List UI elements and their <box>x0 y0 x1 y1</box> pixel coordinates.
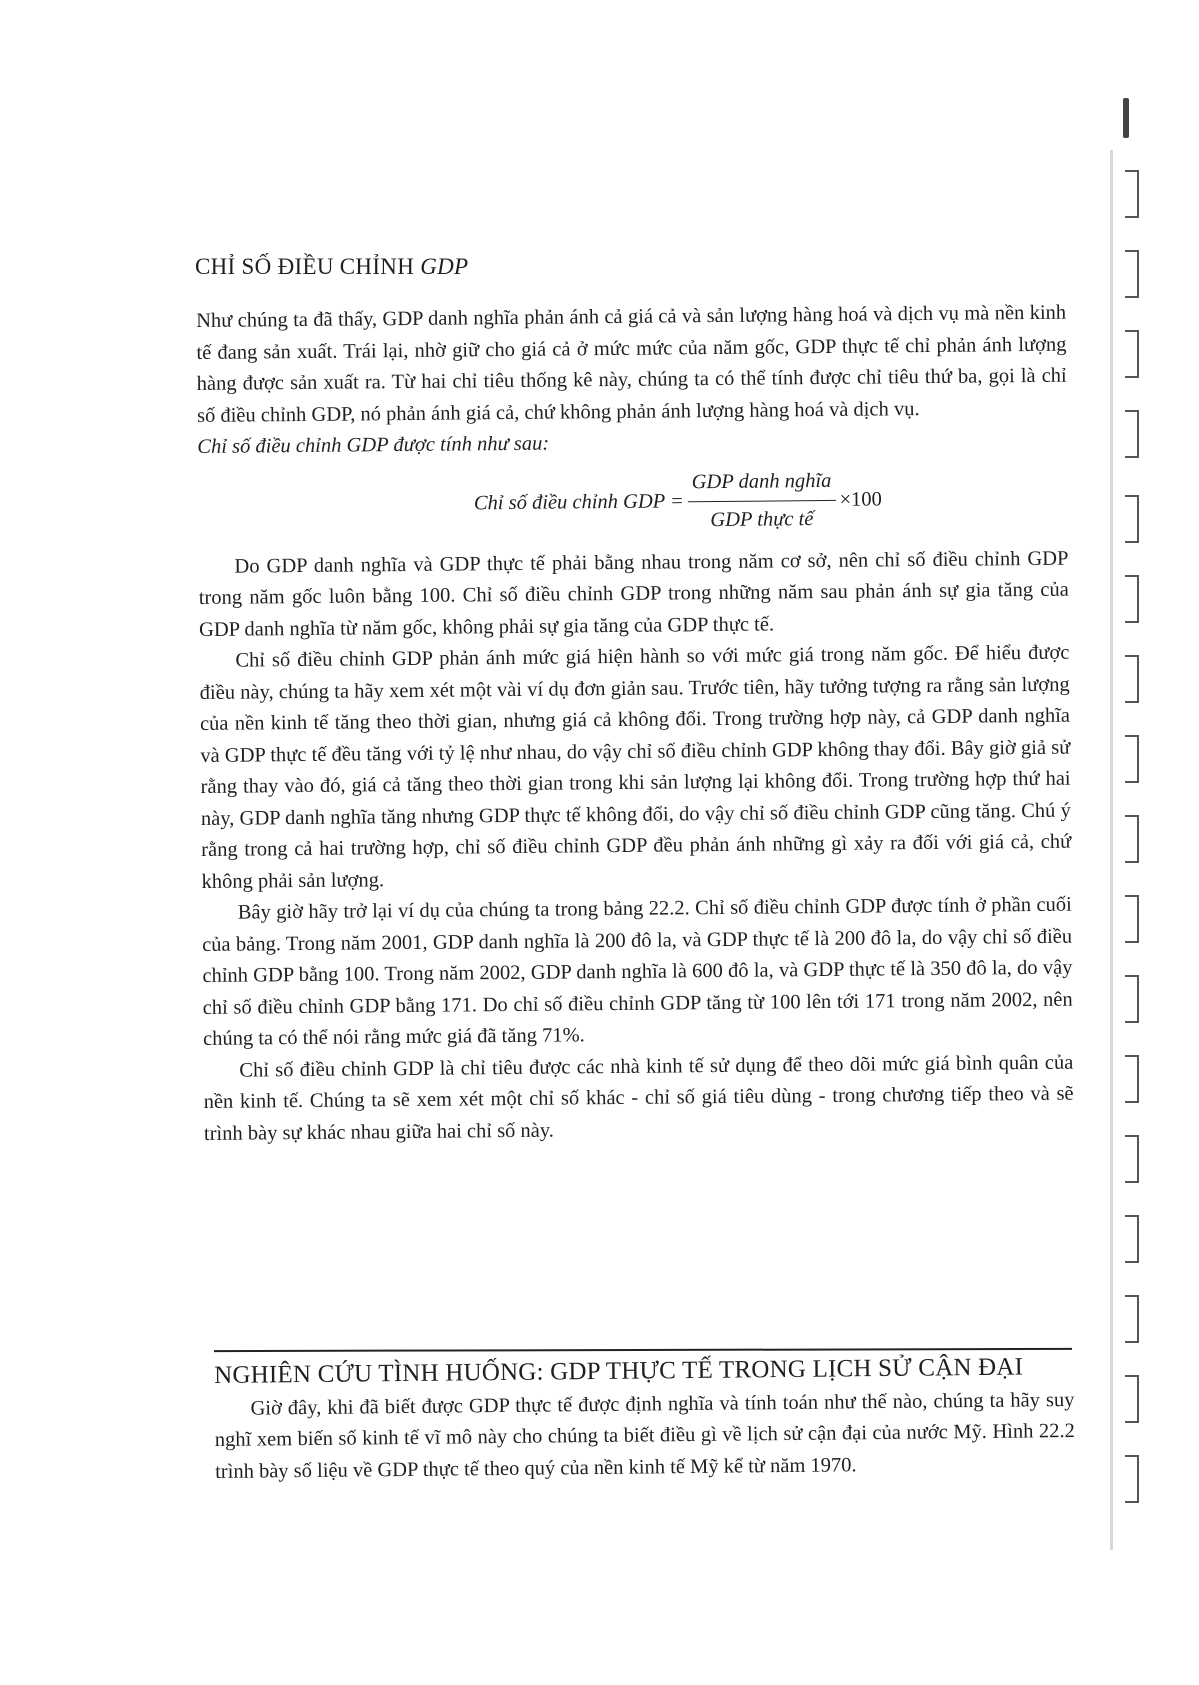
binder-ring-icon <box>1125 1055 1139 1103</box>
binder-ring-icon <box>1125 735 1139 783</box>
section-title-gdp: GDP <box>420 254 469 279</box>
paragraph-base-year: Do GDP danh nghĩa và GDP thực tế phải bằng nhau trong năm cơ sở, nên chỉ số điều chỉnh GDP trong năm gốc luôn bằng 100. Chỉ số điều chỉnh GDP trong những năm sau phản ánh sự gia tăng của GDP danh nghĩa từ năm gốc, không phải sự gia tăng của GDP thực tế. <box>198 547 1069 641</box>
paragraph-price-level: Chỉ số điều chỉnh GDP phản ánh mức giá hiện hành so với mức giá trong năm gốc. Để hiểu được điều này, chúng ta hãy xem xét một vài ví dụ đơn giản sau. Trước tiên, hãy tưởng tượng ra rằng sản lượng của nền kinh tế tăng theo thời gian, nhưng giá cả không đổi. Trong trường hợp này, cả GDP danh nghĩa và GDP thực tế đều tăng với tỷ lệ như nhau, do vậy chỉ số điều chỉnh GDP không thay đổi. Bây giờ giả sử rằng thay vào đó, giá cả tăng theo thời gian trong khi sản lượng lại không đổi. Trong trường hợp thứ hai này, GDP danh nghĩa tăng nhưng GDP thực tế không đổi, do vậy chỉ số điều chỉnh GDP cũng tăng. Chú ý rằng trong cả hai trường hợp, chỉ số điều chỉnh GDP đều phản ánh những gì xảy ra đối với giá cả, chứ không phải sản lượng. <box>199 641 1072 893</box>
main-text <box>196 298 1074 1150</box>
formula-lhs: Chỉ số điều chỉnh GDP = <box>473 490 684 515</box>
binder-ring-icon <box>1125 1135 1139 1183</box>
binder-ring-icon <box>1125 170 1139 218</box>
binder-ring-icon <box>1125 975 1139 1023</box>
formula-fraction <box>688 466 836 536</box>
paragraph-formula-intro: Chỉ số điều chỉnh GDP được tính như sau: <box>197 432 550 458</box>
section-title-text: CHỈ SỐ ĐIỀU CHỈNH <box>195 254 415 279</box>
scan-edge-mark <box>1123 98 1129 138</box>
section-title <box>195 254 468 280</box>
binder-ring-icon <box>1125 895 1139 943</box>
binder-ring-icon <box>1125 495 1139 543</box>
formula-numerator: GDP danh nghĩa <box>688 466 836 502</box>
paragraph-summary: Chỉ số điều chỉnh GDP là chỉ tiêu được các nhà kinh tế sử dụng để theo dõi mức giá bình quân của nền kinh tế. Chúng ta sẽ xem xét một chỉ số khác - chỉ số giá tiêu dùng - trong chương tiếp theo và sẽ trình bày sự khác nhau giữa hai chỉ số này. <box>203 1051 1074 1145</box>
binder-ring-icon <box>1125 410 1139 458</box>
binder-ring-icon <box>1125 575 1139 623</box>
binder-ring-icon <box>1125 1375 1139 1423</box>
case-study-title: NGHIÊN CỨU TÌNH HUỐNG: GDP THỰC TẾ TRONG LỊCH SỬ CẬN ĐẠI <box>214 1353 1024 1389</box>
binder-edge <box>1110 150 1135 1550</box>
binder-ring-icon <box>1125 330 1139 378</box>
formula-times: ×100 <box>839 488 882 511</box>
gdp-deflator-formula <box>288 459 1069 544</box>
binder-ring-icon <box>1125 1455 1139 1503</box>
case-study <box>214 1351 1075 1488</box>
case-study-body: Giờ đây, khi đã biết được GDP thực tế được định nghĩa và tính toán như thế nào, chúng ta hãy suy nghĩ xem biến số kinh tế vĩ mô này cho chúng ta biết điều gì về lịch sử cận đại của nước Mỹ. Hình 22.2 trình bày số liệu về GDP thực tế theo quý của nền kinh tế Mỹ kể từ năm 1970. <box>214 1388 1075 1483</box>
binder-ring-icon <box>1125 250 1139 298</box>
binder-ring-icon <box>1125 1295 1139 1343</box>
binder-ring-icon <box>1125 1215 1139 1263</box>
paragraph-intro: Như chúng ta đã thấy, GDP danh nghĩa phản ánh cả giá cả và sản lượng hàng hoá và dịch vụ mà nền kinh tế đang sản xuất. Trái lại, nhờ giữ cho giá cả ở mức mức của năm gốc, GDP thực tế chỉ phản ánh lượng hàng được sản xuất ra. Từ hai chỉ tiêu thống kê này, chúng ta có thể tính được chỉ tiêu thứ ba, gọi là chỉ số điều chỉnh GDP, nó phản ánh giá cả, chứ không phản ánh lượng hàng hoá và dịch vụ. <box>196 301 1067 427</box>
formula-denominator: GDP thực tế <box>710 507 814 531</box>
binder-ring-icon <box>1125 655 1139 703</box>
binder-ring-icon <box>1125 815 1139 863</box>
paragraph-example: Bây giờ hãy trở lại ví dụ của chúng ta trong bảng 22.2. Chỉ số điều chỉnh GDP được tính ở phần cuối của bảng. Trong năm 2001, GDP danh nghĩa là 200 đô la, và GDP thực tế là 200 đô la, do vậy chỉ số điều chỉnh GDP bằng 100. Trong năm 2002, GDP danh nghĩa là 600 đô la, và GDP thực tế là 350 đô la, do vậy chỉ số điều chỉnh GDP bằng 171. Do chỉ số điều chỉnh GDP tăng từ 100 lên tới 171 trong năm 2002, nên chúng ta có thể nói rằng mức giá đã tăng 71%. <box>202 893 1073 1050</box>
